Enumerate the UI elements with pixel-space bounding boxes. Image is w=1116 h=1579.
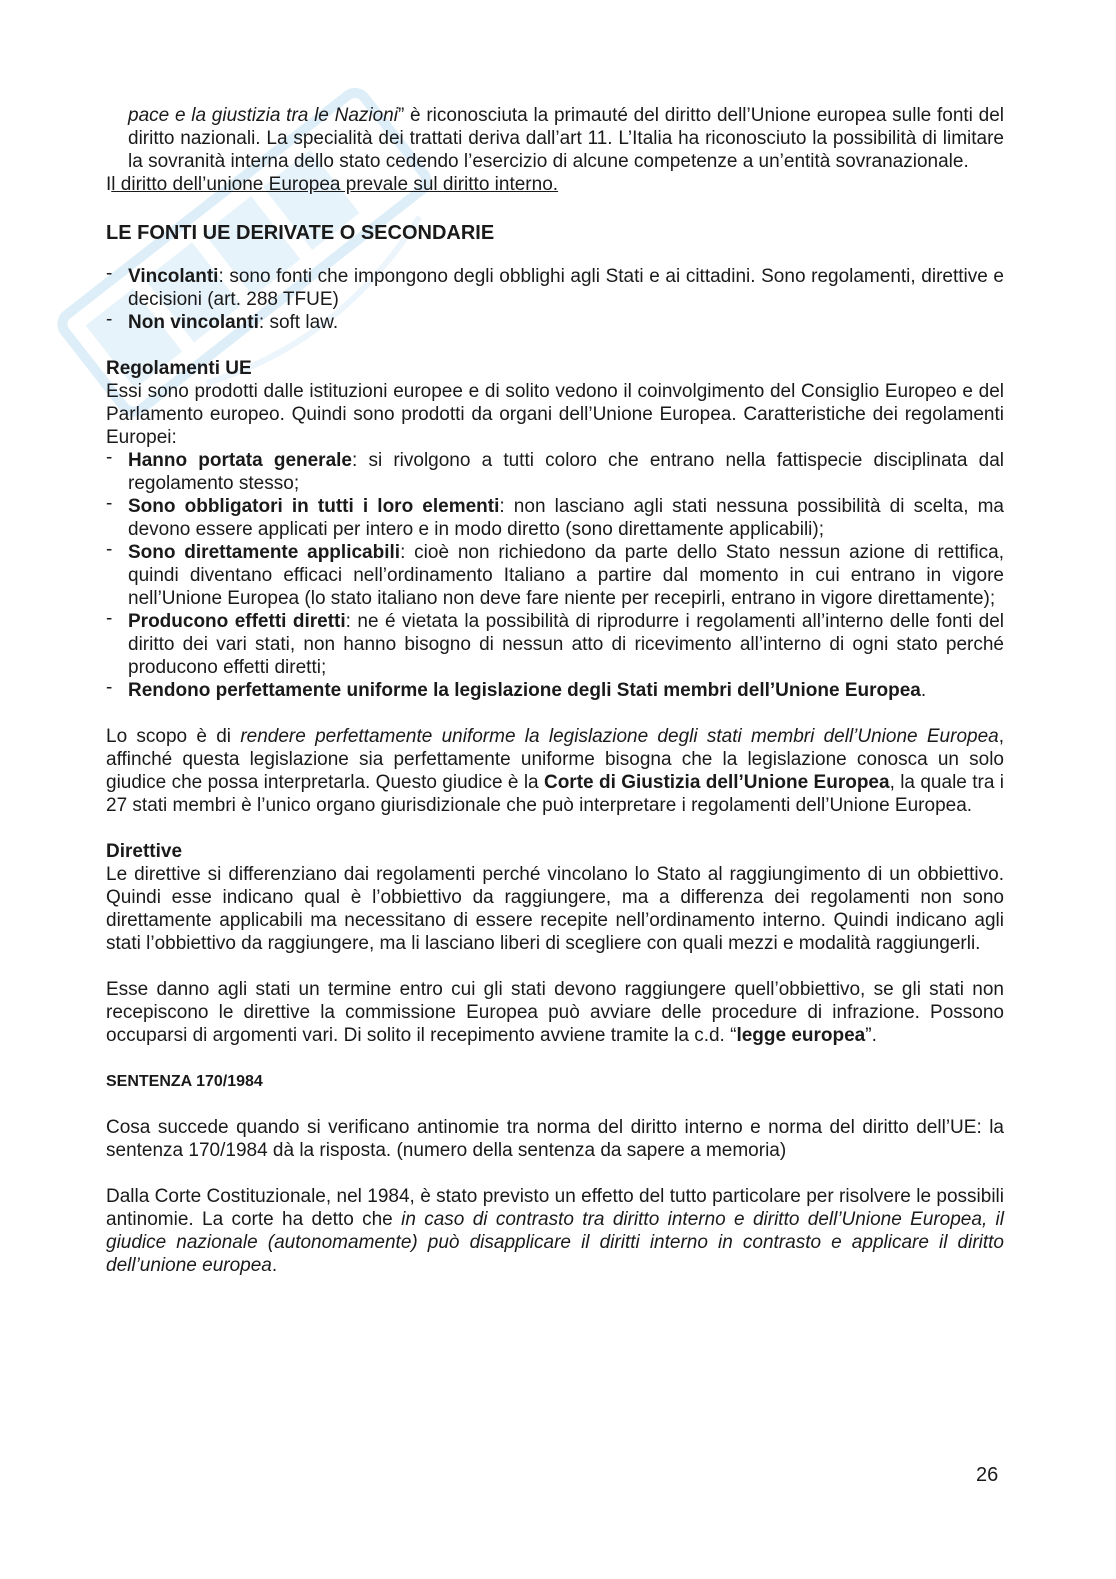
sentenza-para2-start: Dalla Corte Costituzionale, nel 1984, è stato previsto un effetto del tutto particolare per risolvere le possibili antinomie. La corte ha detto che [106,1186,1004,1230]
derivate-list [106,265,1004,334]
regolamenti-list [106,449,1004,702]
item-term: Rendono perfettamente uniforme la legislazione degli Stati membri dell’Unione Europea [128,680,921,701]
direttive-para1: Le direttive si differenziano dai regolamenti perché vincolano lo Stato al raggiungimento di un obbiettivo. Quindi esse indicano qual è l’obbiettivo da raggiungere, ma a differenza dei regolamenti non sono direttamente applicabili ma necessitano di essere recepite nell’ordinamento interno. Quindi indicano agli stati l’obbiettivo da raggiungere, ma li lasciano liberi di scegliere con quali mezzi e modalità raggiungerli. [106,864,1004,954]
list-item [106,541,1004,610]
item-text: . [920,680,927,701]
conclusion-underlined: l diritto dell’unione Europea prevale sul diritto interno. [111,174,559,195]
sentenza-para2 [106,1185,1004,1277]
list-item [106,449,1004,495]
para2-end: ”. [865,1025,877,1046]
section-title-derivate: LE FONTI UE DERIVATE O SECONDARIE [106,222,495,244]
list-item [106,679,1004,702]
item-text: : sono fonti che impongono degli obblighi agli Stati e ai cittadini. Sono regolamenti, direttive e decisioni (art. 288 TFUE) [128,266,1004,310]
page-number: 26 [976,1464,999,1486]
sentenza-title: SENTENZA 170/1984 [106,1073,263,1090]
direttive-para2 [106,978,1004,1047]
regolamenti-title: Regolamenti UE [106,358,252,379]
document-page [106,104,1004,1277]
item-term: Producono effetti diretti [128,611,346,632]
scope-end: , la quale tra i 27 stati membri è l’unico organo giurisdizionale che può interpretare i regolamenti dell’Unione Europea. [106,772,1004,816]
conclusion-prefix: I [106,174,112,195]
item-text: : si rivolgono a tutti coloro che entrano nella fattispecie disciplinata dal regolamento stesso; [128,450,1004,494]
list-item [106,610,1004,679]
sentenza-para2-italic: in caso di contrasto tra diritto interno e diritto dell’Unione Europea, il giudice nazionale (autonomamente) può disapplicare il diritti interno in contrasto e applicare il diritto dell’unione europea [106,1209,1004,1276]
sentenza-para1: Cosa succede quando si verificano antinomie tra norma del diritto interno e norma del diritto dell’UE: la sentenza 170/1984 dà la risposta. (numero della sentenza da sapere a memoria) [106,1117,1004,1161]
list-item [106,265,1004,311]
item-term: Vincolanti [128,266,219,287]
list-item [106,495,1004,541]
item-text: : soft law. [258,312,339,333]
sentenza-para2-end: . [271,1255,278,1276]
item-text: : non lasciano agli stati nessuna possibilità di scelta, ma devono essere applicati per intero e in modo diretto (sono direttamente applicabili); [128,496,1004,540]
item-text: : cioè non richiedono da parte dello Stato nessun azione di rettifica, quindi diventano efficaci nell’ordinamento Italiano a partire dal momento in cui entrano in vigore nell’Unione Europea (lo stato italiano non deve fare niente per recepirli, entrano in vigore direttamente); [128,542,1004,609]
scope-start: Lo scopo è di [106,726,241,747]
para2-bold: legge europea [736,1025,866,1046]
item-term: Sono obbligatori in tutti i loro elementi [128,496,500,517]
intro-conclusion [106,173,1004,196]
scope-bold: Corte di Giustizia dell’Unione Europea [543,772,890,793]
para2-start: Esse danno agli stati un termine entro cui gli stati devono raggiungere quell’obbiettivo, se gli stati non recepiscono le direttive la commissione Europea può avviare delle procedure di infrazione. Possono occuparsi di argomenti vari. Di solito il recepimento avviene tramite la c.d. “ [106,979,1004,1046]
item-term: Sono direttamente applicabili [128,542,401,563]
scope-italic: rendere perfettamente uniforme la legislazione degli stati membri dell’Unione Europea [240,726,999,747]
scope-middle: , affinché questa legislazione sia perfettamente uniforme bisogna che la legislazione conosca un solo giudice che possa interpretarla. Questo giudice è la [106,726,1004,793]
intro-paragraph [106,104,1004,173]
intro-continued: ” è riconosciuta la primauté del diritto dell’Unione europea sulle fonti del diritto nazionali. La specialità dei trattati deriva dall’art 11. L’Italia ha riconosciuto la possibilità di limitare la sovranità interna dello stato cedendo l’esercizio di alcune competenze a un’entità sovranazionale. [128,105,1004,172]
item-text: : ne é vietata la possibilità di riprodurre i regolamenti all’interno delle fonti del diritto dei vari stati, non hanno bisogno di nessun atto di ricevimento all’interno di ogni stato perché producono effetti diretti; [128,611,1005,678]
item-term: Hanno portata generale [128,450,352,471]
list-item [106,311,1004,334]
direttive-title: Direttive [106,841,183,862]
item-term: Non vincolanti [128,312,259,333]
regolamenti-scope [106,725,1004,817]
intro-italic-quote: pace e la giustizia tra le Nazioni [128,105,398,126]
regolamenti-intro: Essi sono prodotti dalle istituzioni europee e di solito vedono il coinvolgimento del Consiglio Europeo e del Parlamento europeo. Quindi sono prodotti da organi dell’Unione Europea. Caratteristiche dei regolamenti Europei: [106,381,1004,448]
